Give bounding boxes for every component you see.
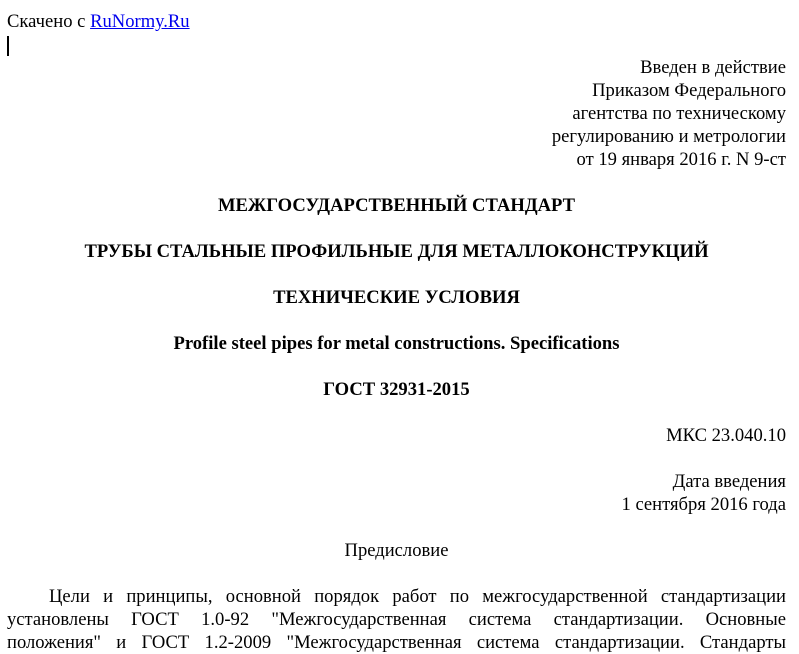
gost-number: ГОСТ 32931-2015: [323, 379, 470, 400]
source-line: [7, 10, 190, 33]
source-prefix: Скачено с: [7, 11, 91, 32]
paragraph-line: установлены ГОСТ 1.0-92 "Межгосударственная система стандартизации. Основные: [7, 609, 786, 630]
english-title: Profile steel pipes for metal constructions. Specifications: [173, 333, 620, 354]
paragraph-line: положения" и ГОСТ 1.2-2009 "Межгосударственная система стандартизации. Стандарты: [7, 632, 786, 653]
text-cursor: [7, 36, 9, 56]
mks-code: МКС 23.040.10: [666, 425, 786, 446]
approval-line: регулированию и метрологии: [551, 126, 786, 147]
approval-block: [552, 56, 786, 171]
intro-date-block: [622, 470, 787, 516]
document-title: ТРУБЫ СТАЛЬНЫЕ ПРОФИЛЬНЫЕ ДЛЯ МЕТАЛЛОКОНСТРУКЦИЙ: [84, 241, 709, 262]
foreword-paragraph: [7, 585, 786, 654]
document-subtitle: ТЕХНИЧЕСКИЕ УСЛОВИЯ: [273, 287, 520, 308]
approval-line: агентства по техническому: [572, 103, 786, 124]
paragraph-line: Цели и принципы, основной порядок работ по межгосударственной стандартизации: [49, 586, 786, 607]
approval-line: Приказом Федерального: [592, 80, 786, 101]
approval-line: Введен в действие: [640, 57, 786, 78]
approval-line: от 19 января 2016 г. N 9-ст: [576, 149, 786, 170]
source-link[interactable]: RuNormy.Ru: [90, 11, 190, 32]
standard-type-heading: МЕЖГОСУДАРСТВЕННЫЙ СТАНДАРТ: [217, 195, 576, 216]
foreword-heading: Предисловие: [344, 540, 449, 561]
intro-date-label: Дата введения: [672, 471, 786, 492]
intro-date-value: 1 сентября 2016 года: [621, 494, 786, 515]
